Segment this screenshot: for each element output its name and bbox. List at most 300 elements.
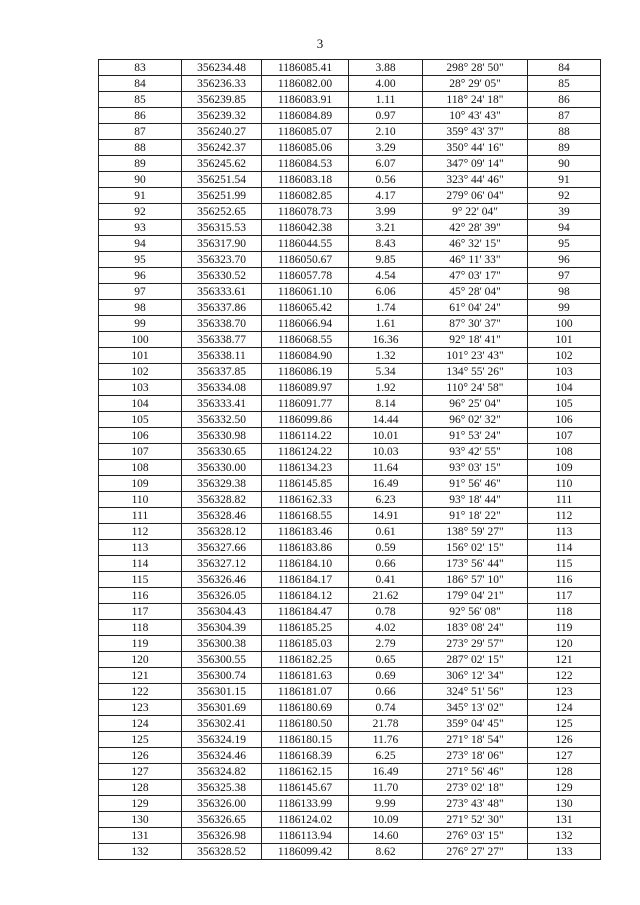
- bearing-cell: 179° 04' 21": [423, 588, 528, 604]
- distance-cell: 0.97: [349, 108, 423, 124]
- bearing-cell: 96° 25' 04": [423, 396, 528, 412]
- bearing-cell: 9° 22' 04": [423, 204, 528, 220]
- y-coordinate-cell: 1186086.19: [262, 364, 349, 380]
- y-coordinate-cell: 1186145.67: [262, 780, 349, 796]
- x-coordinate-cell: 356324.82: [182, 764, 262, 780]
- y-coordinate-cell: 1186180.69: [262, 700, 349, 716]
- distance-cell: 21.62: [349, 588, 423, 604]
- x-coordinate-cell: 356326.05: [182, 588, 262, 604]
- distance-cell: 2.10: [349, 124, 423, 140]
- next-point-number-cell: 126: [528, 732, 601, 748]
- x-coordinate-cell: 356326.65: [182, 812, 262, 828]
- y-coordinate-cell: 1186184.47: [262, 604, 349, 620]
- x-coordinate-cell: 356301.69: [182, 700, 262, 716]
- point-number-cell: 102: [99, 364, 182, 380]
- x-coordinate-cell: 356326.00: [182, 796, 262, 812]
- distance-cell: 6.07: [349, 156, 423, 172]
- point-number-cell: 87: [99, 124, 182, 140]
- distance-cell: 10.03: [349, 444, 423, 460]
- table-row: [99, 780, 601, 796]
- y-coordinate-cell: 1186050.67: [262, 252, 349, 268]
- next-point-number-cell: 102: [528, 348, 601, 364]
- y-coordinate-cell: 1186124.02: [262, 812, 349, 828]
- y-coordinate-cell: 1186057.78: [262, 268, 349, 284]
- x-coordinate-cell: 356330.00: [182, 460, 262, 476]
- table-row: [99, 236, 601, 252]
- next-point-number-cell: 109: [528, 460, 601, 476]
- distance-cell: 9.99: [349, 796, 423, 812]
- table-row: [99, 652, 601, 668]
- distance-cell: 6.25: [349, 748, 423, 764]
- point-number-cell: 95: [99, 252, 182, 268]
- next-point-number-cell: 118: [528, 604, 601, 620]
- x-coordinate-cell: 356239.32: [182, 108, 262, 124]
- table-row: [99, 396, 601, 412]
- x-coordinate-cell: 356236.33: [182, 76, 262, 92]
- x-coordinate-cell: 356338.70: [182, 316, 262, 332]
- bearing-cell: 279° 06' 04": [423, 188, 528, 204]
- bearing-cell: 10° 43' 43": [423, 108, 528, 124]
- table-row: [99, 284, 601, 300]
- table-row: [99, 684, 601, 700]
- bearing-cell: 110° 24' 58": [423, 380, 528, 396]
- next-point-number-cell: 124: [528, 700, 601, 716]
- point-number-cell: 86: [99, 108, 182, 124]
- y-coordinate-cell: 1186085.41: [262, 60, 349, 76]
- distance-cell: 14.44: [349, 412, 423, 428]
- bearing-cell: 46° 11' 33": [423, 252, 528, 268]
- y-coordinate-cell: 1186083.91: [262, 92, 349, 108]
- point-number-cell: 89: [99, 156, 182, 172]
- point-number-cell: 99: [99, 316, 182, 332]
- distance-cell: 3.29: [349, 140, 423, 156]
- x-coordinate-cell: 356326.46: [182, 572, 262, 588]
- y-coordinate-cell: 1186162.33: [262, 492, 349, 508]
- point-number-cell: 83: [99, 60, 182, 76]
- bearing-cell: 271° 18' 54": [423, 732, 528, 748]
- x-coordinate-cell: 356323.70: [182, 252, 262, 268]
- table-row: [99, 348, 601, 364]
- distance-cell: 0.78: [349, 604, 423, 620]
- x-coordinate-cell: 356332.50: [182, 412, 262, 428]
- y-coordinate-cell: 1186066.94: [262, 316, 349, 332]
- distance-cell: 4.00: [349, 76, 423, 92]
- x-coordinate-cell: 356252.65: [182, 204, 262, 220]
- point-number-cell: 98: [99, 300, 182, 316]
- table-row: [99, 140, 601, 156]
- point-number-cell: 132: [99, 844, 182, 860]
- next-point-number-cell: 94: [528, 220, 601, 236]
- next-point-number-cell: 99: [528, 300, 601, 316]
- x-coordinate-cell: 356330.52: [182, 268, 262, 284]
- y-coordinate-cell: 1186181.07: [262, 684, 349, 700]
- point-number-cell: 108: [99, 460, 182, 476]
- x-coordinate-cell: 356330.65: [182, 444, 262, 460]
- y-coordinate-cell: 1186185.03: [262, 636, 349, 652]
- distance-cell: 2.79: [349, 636, 423, 652]
- next-point-number-cell: 132: [528, 828, 601, 844]
- bearing-cell: 173° 56' 44": [423, 556, 528, 572]
- bearing-cell: 47° 03' 17": [423, 268, 528, 284]
- x-coordinate-cell: 356328.12: [182, 524, 262, 540]
- bearing-cell: 42° 28' 39": [423, 220, 528, 236]
- distance-cell: 11.76: [349, 732, 423, 748]
- x-coordinate-cell: 356304.43: [182, 604, 262, 620]
- next-point-number-cell: 97: [528, 268, 601, 284]
- distance-cell: 8.14: [349, 396, 423, 412]
- point-number-cell: 123: [99, 700, 182, 716]
- next-point-number-cell: 129: [528, 780, 601, 796]
- bearing-cell: 134° 55' 26": [423, 364, 528, 380]
- y-coordinate-cell: 1186084.90: [262, 348, 349, 364]
- next-point-number-cell: 121: [528, 652, 601, 668]
- x-coordinate-cell: 356234.48: [182, 60, 262, 76]
- x-coordinate-cell: 356245.62: [182, 156, 262, 172]
- table-row: [99, 188, 601, 204]
- next-point-number-cell: 123: [528, 684, 601, 700]
- bearing-cell: 101° 23' 43": [423, 348, 528, 364]
- table-row: [99, 716, 601, 732]
- y-coordinate-cell: 1186085.06: [262, 140, 349, 156]
- table-row: [99, 668, 601, 684]
- bearing-cell: 183° 08' 24": [423, 620, 528, 636]
- table-row: [99, 508, 601, 524]
- distance-cell: 3.21: [349, 220, 423, 236]
- bearing-cell: 273° 18' 06": [423, 748, 528, 764]
- point-number-cell: 124: [99, 716, 182, 732]
- table-row: [99, 492, 601, 508]
- next-point-number-cell: 91: [528, 172, 601, 188]
- table-row: [99, 604, 601, 620]
- next-point-number-cell: 107: [528, 428, 601, 444]
- next-point-number-cell: 90: [528, 156, 601, 172]
- point-number-cell: 106: [99, 428, 182, 444]
- bearing-cell: 61° 04' 24": [423, 300, 528, 316]
- next-point-number-cell: 98: [528, 284, 601, 300]
- bearing-cell: 118° 24' 18": [423, 92, 528, 108]
- distance-cell: 4.54: [349, 268, 423, 284]
- point-number-cell: 105: [99, 412, 182, 428]
- coordinates-table: [98, 59, 601, 860]
- distance-cell: 0.69: [349, 668, 423, 684]
- distance-cell: 1.61: [349, 316, 423, 332]
- table-row: [99, 380, 601, 396]
- point-number-cell: 110: [99, 492, 182, 508]
- bearing-cell: 323° 44' 46": [423, 172, 528, 188]
- table-row: [99, 412, 601, 428]
- y-coordinate-cell: 1186168.55: [262, 508, 349, 524]
- y-coordinate-cell: 1186162.15: [262, 764, 349, 780]
- distance-cell: 1.11: [349, 92, 423, 108]
- table-row: [99, 524, 601, 540]
- next-point-number-cell: 115: [528, 556, 601, 572]
- bearing-cell: 186° 57' 10": [423, 572, 528, 588]
- y-coordinate-cell: 1186145.85: [262, 476, 349, 492]
- bearing-cell: 359° 04' 45": [423, 716, 528, 732]
- next-point-number-cell: 106: [528, 412, 601, 428]
- y-coordinate-cell: 1186124.22: [262, 444, 349, 460]
- table-row: [99, 204, 601, 220]
- bearing-cell: 324° 51' 56": [423, 684, 528, 700]
- bearing-cell: 359° 43' 37": [423, 124, 528, 140]
- x-coordinate-cell: 356324.19: [182, 732, 262, 748]
- y-coordinate-cell: 1186183.86: [262, 540, 349, 556]
- next-point-number-cell: 116: [528, 572, 601, 588]
- table-row: [99, 636, 601, 652]
- point-number-cell: 112: [99, 524, 182, 540]
- table-row: [99, 732, 601, 748]
- next-point-number-cell: 88: [528, 124, 601, 140]
- y-coordinate-cell: 1186065.42: [262, 300, 349, 316]
- distance-cell: 1.74: [349, 300, 423, 316]
- table-row: [99, 124, 601, 140]
- bearing-cell: 345° 13' 02": [423, 700, 528, 716]
- distance-cell: 10.09: [349, 812, 423, 828]
- table-row: [99, 812, 601, 828]
- table-row: [99, 588, 601, 604]
- y-coordinate-cell: 1186113.94: [262, 828, 349, 844]
- point-number-cell: 120: [99, 652, 182, 668]
- distance-cell: 1.92: [349, 380, 423, 396]
- next-point-number-cell: 105: [528, 396, 601, 412]
- x-coordinate-cell: 356251.99: [182, 188, 262, 204]
- next-point-number-cell: 104: [528, 380, 601, 396]
- distance-cell: 3.99: [349, 204, 423, 220]
- table-row: [99, 364, 601, 380]
- point-number-cell: 115: [99, 572, 182, 588]
- point-number-cell: 129: [99, 796, 182, 812]
- x-coordinate-cell: 356328.46: [182, 508, 262, 524]
- point-number-cell: 117: [99, 604, 182, 620]
- y-coordinate-cell: 1186185.25: [262, 620, 349, 636]
- point-number-cell: 93: [99, 220, 182, 236]
- y-coordinate-cell: 1186084.53: [262, 156, 349, 172]
- bearing-cell: 347° 09' 14": [423, 156, 528, 172]
- table-row: [99, 316, 601, 332]
- x-coordinate-cell: 356300.55: [182, 652, 262, 668]
- point-number-cell: 104: [99, 396, 182, 412]
- bearing-cell: 87° 30' 37": [423, 316, 528, 332]
- table-row: [99, 444, 601, 460]
- table-row: [99, 252, 601, 268]
- bearing-cell: 271° 52' 30": [423, 812, 528, 828]
- y-coordinate-cell: 1186082.00: [262, 76, 349, 92]
- next-point-number-cell: 92: [528, 188, 601, 204]
- bearing-cell: 350° 44' 16": [423, 140, 528, 156]
- distance-cell: 0.66: [349, 556, 423, 572]
- x-coordinate-cell: 356315.53: [182, 220, 262, 236]
- distance-cell: 8.62: [349, 844, 423, 860]
- x-coordinate-cell: 356242.37: [182, 140, 262, 156]
- x-coordinate-cell: 356300.74: [182, 668, 262, 684]
- point-number-cell: 111: [99, 508, 182, 524]
- bearing-cell: 91° 53' 24": [423, 428, 528, 444]
- next-point-number-cell: 119: [528, 620, 601, 636]
- table-row: [99, 172, 601, 188]
- x-coordinate-cell: 356338.77: [182, 332, 262, 348]
- point-number-cell: 85: [99, 92, 182, 108]
- bearing-cell: 93° 42' 55": [423, 444, 528, 460]
- next-point-number-cell: 86: [528, 92, 601, 108]
- table-row: [99, 268, 601, 284]
- next-point-number-cell: 114: [528, 540, 601, 556]
- point-number-cell: 107: [99, 444, 182, 460]
- next-point-number-cell: 122: [528, 668, 601, 684]
- point-number-cell: 88: [99, 140, 182, 156]
- bearing-cell: 93° 18' 44": [423, 492, 528, 508]
- y-coordinate-cell: 1186089.97: [262, 380, 349, 396]
- distance-cell: 16.49: [349, 764, 423, 780]
- table-row: [99, 796, 601, 812]
- distance-cell: 9.85: [349, 252, 423, 268]
- y-coordinate-cell: 1186082.85: [262, 188, 349, 204]
- y-coordinate-cell: 1186184.17: [262, 572, 349, 588]
- x-coordinate-cell: 356328.82: [182, 492, 262, 508]
- x-coordinate-cell: 356251.54: [182, 172, 262, 188]
- distance-cell: 0.74: [349, 700, 423, 716]
- point-number-cell: 114: [99, 556, 182, 572]
- next-point-number-cell: 128: [528, 764, 601, 780]
- x-coordinate-cell: 356300.38: [182, 636, 262, 652]
- y-coordinate-cell: 1186180.50: [262, 716, 349, 732]
- table-row: [99, 92, 601, 108]
- table-row: [99, 300, 601, 316]
- coordinates-table-body: [99, 60, 601, 860]
- bearing-cell: 298° 28' 50": [423, 60, 528, 76]
- y-coordinate-cell: 1186183.46: [262, 524, 349, 540]
- next-point-number-cell: 108: [528, 444, 601, 460]
- next-point-number-cell: 85: [528, 76, 601, 92]
- x-coordinate-cell: 356302.41: [182, 716, 262, 732]
- table-row: [99, 476, 601, 492]
- y-coordinate-cell: 1186168.39: [262, 748, 349, 764]
- distance-cell: 4.02: [349, 620, 423, 636]
- distance-cell: 0.59: [349, 540, 423, 556]
- bearing-cell: 138° 59' 27": [423, 524, 528, 540]
- y-coordinate-cell: 1186078.73: [262, 204, 349, 220]
- next-point-number-cell: 96: [528, 252, 601, 268]
- y-coordinate-cell: 1186114.22: [262, 428, 349, 444]
- x-coordinate-cell: 356304.39: [182, 620, 262, 636]
- table-row: [99, 844, 601, 860]
- bearing-cell: 45° 28' 04": [423, 284, 528, 300]
- table-row: [99, 748, 601, 764]
- x-coordinate-cell: 356338.11: [182, 348, 262, 364]
- y-coordinate-cell: 1186085.07: [262, 124, 349, 140]
- x-coordinate-cell: 356327.12: [182, 556, 262, 572]
- point-number-cell: 128: [99, 780, 182, 796]
- x-coordinate-cell: 356337.86: [182, 300, 262, 316]
- bearing-cell: 271° 56' 46": [423, 764, 528, 780]
- table-row: [99, 76, 601, 92]
- table-row: [99, 460, 601, 476]
- y-coordinate-cell: 1186184.12: [262, 588, 349, 604]
- point-number-cell: 91: [99, 188, 182, 204]
- table-row: [99, 700, 601, 716]
- table-row: [99, 156, 601, 172]
- next-point-number-cell: 101: [528, 332, 601, 348]
- point-number-cell: 103: [99, 380, 182, 396]
- point-number-cell: 92: [99, 204, 182, 220]
- point-number-cell: 109: [99, 476, 182, 492]
- distance-cell: 5.34: [349, 364, 423, 380]
- next-point-number-cell: 133: [528, 844, 601, 860]
- y-coordinate-cell: 1186133.99: [262, 796, 349, 812]
- distance-cell: 1.32: [349, 348, 423, 364]
- x-coordinate-cell: 356337.85: [182, 364, 262, 380]
- distance-cell: 0.61: [349, 524, 423, 540]
- distance-cell: 4.17: [349, 188, 423, 204]
- distance-cell: 6.06: [349, 284, 423, 300]
- point-number-cell: 113: [99, 540, 182, 556]
- bearing-cell: 287° 02' 15": [423, 652, 528, 668]
- y-coordinate-cell: 1186068.55: [262, 332, 349, 348]
- distance-cell: 16.36: [349, 332, 423, 348]
- table-row: [99, 108, 601, 124]
- point-number-cell: 94: [99, 236, 182, 252]
- x-coordinate-cell: 356325.38: [182, 780, 262, 796]
- point-number-cell: 122: [99, 684, 182, 700]
- next-point-number-cell: 120: [528, 636, 601, 652]
- next-point-number-cell: 111: [528, 492, 601, 508]
- point-number-cell: 96: [99, 268, 182, 284]
- page-number: 3: [316, 36, 324, 51]
- point-number-cell: 90: [99, 172, 182, 188]
- bearing-cell: 306° 12' 34": [423, 668, 528, 684]
- distance-cell: 0.41: [349, 572, 423, 588]
- y-coordinate-cell: 1186083.18: [262, 172, 349, 188]
- bearing-cell: 92° 56' 08": [423, 604, 528, 620]
- x-coordinate-cell: 356327.66: [182, 540, 262, 556]
- x-coordinate-cell: 356239.85: [182, 92, 262, 108]
- bearing-cell: 46° 32' 15": [423, 236, 528, 252]
- y-coordinate-cell: 1186184.10: [262, 556, 349, 572]
- bearing-cell: 273° 29' 57": [423, 636, 528, 652]
- next-point-number-cell: 117: [528, 588, 601, 604]
- x-coordinate-cell: 356301.15: [182, 684, 262, 700]
- bearing-cell: 28° 29' 05": [423, 76, 528, 92]
- x-coordinate-cell: 356333.41: [182, 396, 262, 412]
- y-coordinate-cell: 1186134.23: [262, 460, 349, 476]
- y-coordinate-cell: 1186042.38: [262, 220, 349, 236]
- distance-cell: 0.66: [349, 684, 423, 700]
- bearing-cell: 276° 03' 15": [423, 828, 528, 844]
- next-point-number-cell: 89: [528, 140, 601, 156]
- next-point-number-cell: 87: [528, 108, 601, 124]
- next-point-number-cell: 127: [528, 748, 601, 764]
- next-point-number-cell: 110: [528, 476, 601, 492]
- y-coordinate-cell: 1186044.55: [262, 236, 349, 252]
- bearing-cell: 276° 27' 27": [423, 844, 528, 860]
- y-coordinate-cell: 1186099.86: [262, 412, 349, 428]
- next-point-number-cell: 100: [528, 316, 601, 332]
- point-number-cell: 101: [99, 348, 182, 364]
- distance-cell: 10.01: [349, 428, 423, 444]
- distance-cell: 11.64: [349, 460, 423, 476]
- distance-cell: 14.91: [349, 508, 423, 524]
- next-point-number-cell: 95: [528, 236, 601, 252]
- x-coordinate-cell: 356334.08: [182, 380, 262, 396]
- x-coordinate-cell: 356240.27: [182, 124, 262, 140]
- x-coordinate-cell: 356317.90: [182, 236, 262, 252]
- point-number-cell: 84: [99, 76, 182, 92]
- bearing-cell: 91° 18' 22": [423, 508, 528, 524]
- y-coordinate-cell: 1186061.10: [262, 284, 349, 300]
- bearing-cell: 93° 03' 15": [423, 460, 528, 476]
- distance-cell: 3.88: [349, 60, 423, 76]
- distance-cell: 21.78: [349, 716, 423, 732]
- point-number-cell: 130: [99, 812, 182, 828]
